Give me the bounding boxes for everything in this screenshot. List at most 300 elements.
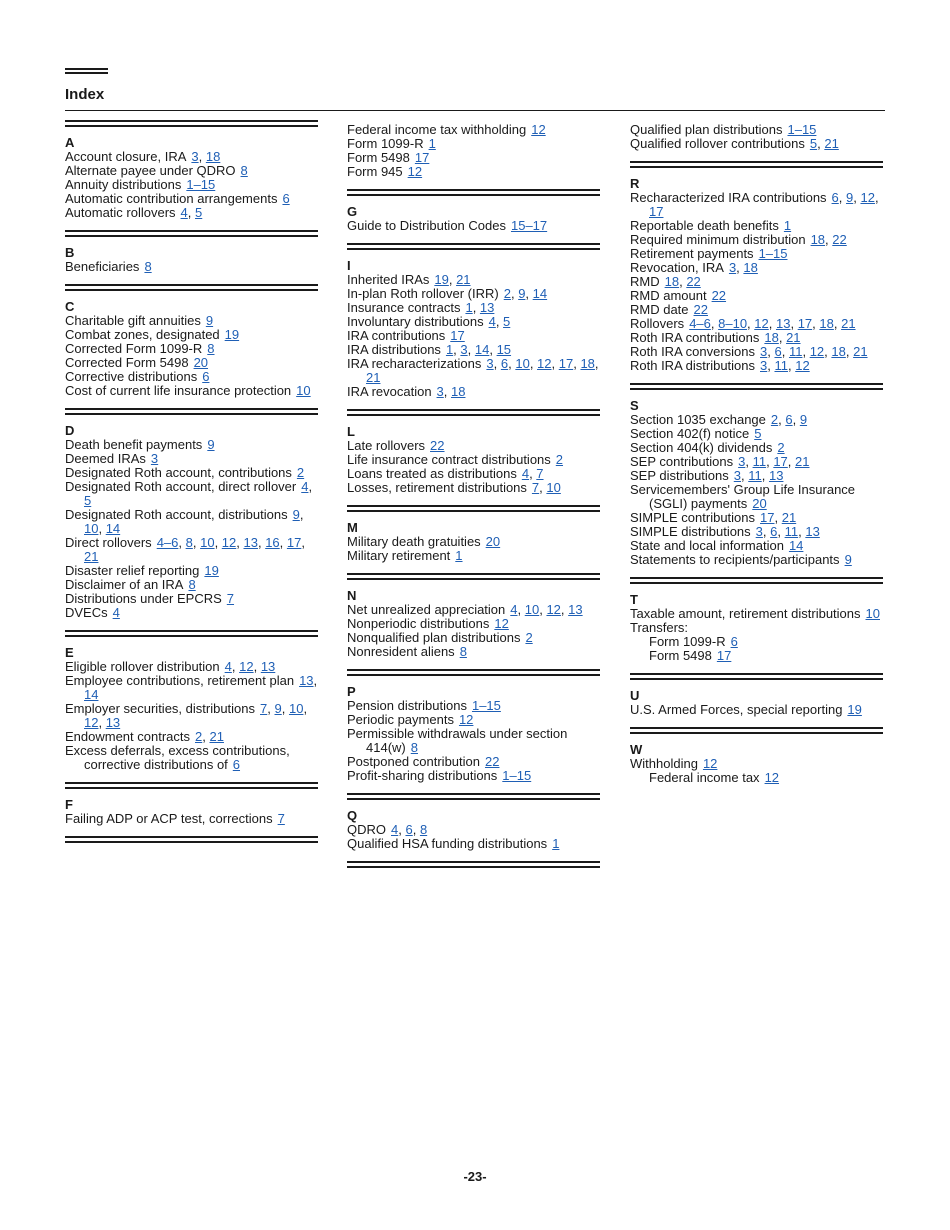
entry-term: U.S. Armed Forces, special reporting [630,702,843,717]
page-refs: 3, 18 [191,149,221,164]
entry-term: Postponed contribution [347,754,480,769]
index-entry [65,356,318,370]
entry-term: Disclaimer of an IRA [65,577,184,592]
index-entry [65,564,318,578]
page-refs [866,606,880,621]
entry-term: SEP distributions [630,468,729,483]
entry-term: Losses, retirement distributions [347,480,527,495]
page-refs [460,644,467,659]
index-column-2 [347,120,600,868]
page-refs [408,164,422,179]
page-link[interactable]: 17 [450,328,465,343]
page-link[interactable]: 1 [445,342,454,357]
page-link[interactable]: 4 [391,822,399,837]
page-refs: 17, 21 [760,510,797,525]
section-letter: U [630,688,640,703]
index-entry [630,413,883,427]
section-letter: G [347,204,358,219]
entry-term: Corrective distributions [65,369,198,384]
page-link[interactable]: 1 [465,300,473,315]
page-refs: 3, 11, 12 [760,358,810,373]
page-refs: 2, 6, 9 [770,412,808,427]
page-refs [472,698,501,713]
section-letter: D [65,423,75,438]
page-link[interactable]: 12 [239,659,254,674]
page-link[interactable]: 3 [755,524,763,539]
page-refs [207,341,214,356]
entry-term: Inherited IRAs [347,272,430,287]
index-entry [65,730,318,744]
section-divider [347,861,600,868]
page-link[interactable]: 9 [518,286,526,301]
page-link[interactable]: 3 [760,358,768,373]
index-section [65,415,318,630]
page-link[interactable]: 2 [296,465,305,480]
page-link[interactable]: 6 [202,369,210,384]
page-link[interactable]: 7 [277,811,285,826]
page-link[interactable]: 12 [702,756,718,771]
index-entry [630,427,883,441]
page-link[interactable]: 14 [105,521,121,536]
index-entry [630,233,883,247]
page-link[interactable]: 22 [711,288,727,303]
index-entry [347,287,600,301]
page-link[interactable]: 13 [299,673,314,688]
index-section [347,196,600,243]
section-letter: S [630,398,639,413]
entry-term: IRA recharacterizations [347,356,482,371]
section-divider [630,673,883,680]
page-refs [206,313,213,328]
index-entry [65,744,318,772]
page-link[interactable]: 8 [240,163,248,178]
page-link[interactable]: 9 [292,507,300,522]
page-link[interactable]: 6 [730,634,738,649]
index-entry [630,621,883,635]
entry-term: Military death gratuities [347,534,481,549]
page-link[interactable]: 6 [500,356,509,371]
page-link[interactable]: 10 [515,356,530,371]
index-entry [630,317,883,331]
page-link[interactable]: 18 [580,356,595,371]
page-title: Index [65,86,105,103]
page-link[interactable]: 9 [205,313,214,328]
page-link[interactable]: 3 [460,342,468,357]
index-section [347,512,600,573]
page-link[interactable]: 17 [414,150,430,165]
section-letter: E [65,645,74,660]
page-link[interactable]: 10 [546,480,561,495]
section-divider [65,230,318,237]
page-link[interactable]: 19 [224,327,240,342]
entry-term: Transfers: [630,620,689,635]
page-link[interactable]: 18 [664,274,680,289]
page-link[interactable]: 10 [288,701,304,716]
entry-term: Military retirement [347,548,451,563]
page-link[interactable]: 7 [226,591,235,606]
page-link[interactable]: 21 [456,272,471,287]
page-link[interactable]: 9 [846,190,854,205]
index-section [630,584,883,673]
page-link[interactable]: 15 [496,342,512,357]
page-link[interactable]: 3 [486,356,494,371]
section-divider [630,383,883,390]
index-entry [347,315,600,329]
page-link[interactable]: 17 [558,356,574,371]
page-link[interactable]: 21 [824,136,839,151]
index-entry [347,769,600,783]
page-link[interactable]: 12 [84,715,99,730]
page-refs: 18, 22 [664,274,701,289]
entry-term: Combat zones, designated [65,327,220,342]
index-entry [65,328,318,342]
page-link[interactable]: 2 [777,440,785,455]
page-link[interactable]: 12 [809,344,825,359]
page-link[interactable]: 5 [503,314,511,329]
index-entry [65,508,318,536]
page-link[interactable]: 11 [774,358,788,373]
entry-term: Involuntary distributions [347,314,484,329]
entry-term: Charitable gift annuities [65,313,201,328]
page-link[interactable]: 3 [191,149,199,164]
page-link[interactable]: 7 [536,466,544,481]
page-link[interactable]: 4–6 [689,316,711,331]
page-link[interactable]: 21 [209,729,224,744]
page-link[interactable]: 5 [754,426,762,441]
page-link[interactable]: 17 [649,204,664,219]
page-link[interactable]: 14 [532,286,548,301]
page-refs [227,591,234,606]
page-link[interactable]: 3 [728,260,737,275]
entry-term: Automatic rollovers [65,205,176,220]
page-link[interactable]: 13 [775,316,791,331]
page-link[interactable]: 4 [112,605,120,620]
index-section [347,580,600,669]
page-link[interactable]: 22 [484,754,500,769]
page-link[interactable]: 17 [286,535,302,550]
page-link[interactable]: 5 [809,136,818,151]
page-link[interactable]: 6 [282,191,290,206]
index-entry [347,603,600,617]
page-refs [241,163,248,178]
page-refs [494,616,508,631]
entry-term: Nonqualified plan distributions [347,630,521,645]
page-link[interactable]: 3 [436,384,444,399]
page-link[interactable]: 19 [204,563,219,578]
page-link[interactable]: 14 [788,538,804,553]
page-refs: 4, 5 [84,479,313,508]
page-link[interactable]: 22 [430,438,445,453]
section-divider [65,782,318,789]
index-entry [630,703,883,717]
page-link[interactable]: 8 [185,535,193,550]
page-refs: 3, 6, 11, 12, 18, 21 [760,344,868,359]
page-link[interactable]: 12 [764,770,780,785]
entry-term: RMD amount [630,288,707,303]
index-entry [347,467,600,481]
page-link[interactable]: 17 [773,454,788,469]
page-refs: 3, 11, 13 [733,468,784,483]
index-entry [630,607,883,621]
page-link[interactable]: 1 [552,836,560,851]
page-link[interactable]: 12 [795,358,810,373]
page-link[interactable]: 19 [434,272,449,287]
page-link[interactable]: 8 [459,644,467,659]
entry-term: Alternate payee under QDRO [65,163,236,178]
page-link[interactable]: 6 [232,757,241,772]
entry-term: Designated Roth account, distributions [65,507,288,522]
entry-term: Disaster relief reporting [65,563,200,578]
page-link[interactable]: 21 [841,316,856,331]
page-link[interactable]: 13 [805,524,820,539]
page-link[interactable]: 14 [474,342,490,357]
section-letter: L [347,424,355,439]
page-refs: 4, 10, 12, 13 [510,602,583,617]
index-entry [630,261,883,275]
page-link[interactable]: 11 [784,524,799,539]
entry-term: Roth IRA conversions [630,344,756,359]
page-link[interactable]: 4 [521,466,530,481]
index-entry [347,727,600,755]
page-link[interactable]: 2 [770,412,779,427]
page-link[interactable]: 21 [366,370,381,385]
page-link[interactable]: 22 [832,232,847,247]
page-link[interactable]: 8 [419,822,428,837]
page-link[interactable]: 12 [546,602,561,617]
page-link[interactable]: 14 [84,687,99,702]
page-link[interactable]: 9 [844,552,852,567]
page-link[interactable]: 13 [568,602,583,617]
page-link[interactable]: 18 [810,232,826,247]
page-link[interactable]: 1–15 [787,122,817,137]
page-link[interactable]: 5 [195,205,203,220]
entry-term: Section 404(k) dividends [630,440,773,455]
page-link[interactable]: 1–15 [502,768,532,783]
page-link[interactable]: 17 [797,316,813,331]
page-link[interactable]: 4 [488,314,496,329]
page-link[interactable]: 18 [764,330,779,345]
page-refs: 4–6, 8, 10, 12, 13, 16, 17, 21 [84,535,305,564]
page-link[interactable]: 20 [752,496,767,511]
page-link[interactable]: 1 [428,136,436,151]
index-entry [630,137,883,151]
page-link[interactable]: 12 [407,164,423,179]
page-link[interactable]: 12 [754,316,769,331]
section-divider [347,243,600,250]
page-link[interactable]: 4 [180,205,188,220]
page-refs [712,288,726,303]
page-link[interactable]: 12 [531,122,546,137]
page-link[interactable]: 11 [788,344,803,359]
page-link[interactable]: 3 [733,468,741,483]
page-link[interactable]: 9 [274,701,282,716]
page-link[interactable]: 12 [860,190,875,205]
page-link[interactable]: 10 [296,383,311,398]
page-link[interactable]: 15–17 [510,218,548,233]
page-link[interactable]: 18 [451,384,466,399]
page-link[interactable]: 12 [458,712,474,727]
page-refs: 2, 21 [195,729,224,744]
page-link[interactable]: 21 [781,510,797,525]
entry-term: Revocation, IRA [630,260,724,275]
index-section [65,127,318,230]
page-link[interactable]: 21 [853,344,868,359]
page-link[interactable]: 2 [195,729,203,744]
page-link[interactable]: 22 [686,274,701,289]
page-link[interactable]: 11 [752,454,767,469]
page-link[interactable]: 8 [207,341,215,356]
page-link[interactable]: 6 [405,822,413,837]
index-entry [347,357,600,385]
index-section [65,291,318,408]
page-link[interactable]: 8 [144,259,152,274]
page-link[interactable]: 18 [831,344,846,359]
entry-term: Federal income tax withholding [347,122,527,137]
index-entry [65,314,318,328]
index-entry [65,192,318,206]
section-letter: C [65,299,75,314]
page-link[interactable]: 13 [260,659,276,674]
page-refs [485,754,499,769]
page-link[interactable]: 10 [200,535,215,550]
entry-term: SIMPLE contributions [630,510,756,525]
page-link[interactable]: 1–15 [186,177,216,192]
index-entry [630,441,883,455]
section-divider [347,573,600,580]
page-link[interactable]: 10 [865,606,880,621]
index-entry [630,345,883,359]
index-entry [65,592,318,606]
section-letter: N [347,588,357,603]
page-link[interactable]: 6 [770,524,778,539]
page-link[interactable]: 8 [188,577,196,592]
page-link[interactable]: 13 [243,535,258,550]
entry-term: SIMPLE distributions [630,524,751,539]
entry-term: Late rollovers [347,438,426,453]
page-refs: 7, 10 [531,480,561,495]
page-link[interactable]: 10 [84,521,99,536]
page-link[interactable]: 17 [716,648,732,663]
entry-term: Employee contributions, retirement plan [65,673,295,688]
index-section [630,734,883,795]
section-divider [347,409,600,416]
page-link[interactable]: 7 [260,701,268,716]
page-link[interactable]: 5 [84,493,92,508]
section-divider [65,836,318,843]
page-link[interactable]: 1 [455,548,463,563]
index-entry [347,439,600,453]
page-link[interactable]: 21 [84,549,99,564]
entry-term: Roth IRA contributions [630,330,760,345]
page-link[interactable]: 2 [525,630,533,645]
page-link[interactable]: 21 [795,454,810,469]
page-link[interactable]: 18 [743,260,758,275]
page-refs: 18, 21 [764,330,801,345]
page-link[interactable]: 12 [537,356,552,371]
page-link[interactable]: 2 [503,286,511,301]
entry-term: Form 1099-R [649,634,726,649]
index-entry [65,260,318,274]
page-link[interactable]: 13 [105,715,121,730]
index-entry [347,837,600,851]
page-link[interactable]: 7 [531,480,540,495]
page-link[interactable]: 13 [768,468,784,483]
entry-term: Rollovers [630,316,685,331]
page-link[interactable]: 4 [301,479,309,494]
index-entry [65,438,318,452]
section-letter: W [630,742,643,757]
entry-term: Account closure, IRA [65,149,187,164]
page-link[interactable]: 18 [819,316,834,331]
index-entry [65,660,318,674]
page-link[interactable]: 20 [193,355,209,370]
title-divider [65,110,885,111]
section-divider [630,161,883,168]
page-link[interactable]: 3 [760,344,768,359]
page-link[interactable]: 12 [494,616,509,631]
page-link[interactable]: 9 [207,437,215,452]
page-link[interactable]: 16 [265,535,280,550]
page-link[interactable]: 18 [205,149,221,164]
page-refs [278,811,285,826]
index-entry [630,649,883,663]
page-link[interactable]: 8–10 [718,316,748,331]
page-link[interactable]: 8 [410,740,418,755]
entry-term: IRA distributions [347,342,441,357]
page-link[interactable]: 4–6 [156,535,179,550]
index-entry [65,164,318,178]
page-link[interactable]: 1–15 [471,698,501,713]
page-refs [759,246,788,261]
entry-term: Endowment contracts [65,729,191,744]
page-link[interactable]: 6 [785,412,793,427]
entry-term: Beneficiaries [65,259,140,274]
index-entry [630,191,883,219]
page-link[interactable]: 17 [760,510,775,525]
page-link[interactable]: 11 [748,468,762,483]
page-refs: 18, 22 [810,232,847,247]
page-link[interactable]: 19 [847,702,862,717]
page-link[interactable]: 6 [831,190,839,205]
index-entry [65,466,318,480]
page-link[interactable]: 9 [799,412,808,427]
page-link[interactable]: 12 [221,535,237,550]
page-link[interactable]: 3 [738,454,746,469]
page-refs: 3, 18 [436,384,466,399]
page-link[interactable]: 3 [150,451,159,466]
entry-term: Retirement payments [630,246,754,261]
page-link[interactable]: 1 [783,218,792,233]
page-link[interactable]: 1–15 [758,246,788,261]
page-link[interactable]: 22 [693,302,708,317]
index-entry [347,617,600,631]
entry-term: Employer securities, distributions [65,701,256,716]
page-link[interactable]: 20 [485,534,501,549]
page-link[interactable]: 2 [555,452,564,467]
page-link[interactable]: 13 [479,300,495,315]
page-number: -23- [463,1169,487,1184]
index-entry [347,755,600,769]
page-link[interactable]: 10 [524,602,540,617]
page-refs [694,302,708,317]
page-refs: 3, 11, 17, 21 [738,454,810,469]
page-link[interactable]: 4 [510,602,518,617]
index-entry [65,206,318,220]
page-link[interactable]: 4 [224,659,232,674]
page-link[interactable]: 21 [786,330,801,345]
entry-term: Designated Roth account, direct rollover [65,479,297,494]
page-link[interactable]: 6 [774,344,782,359]
